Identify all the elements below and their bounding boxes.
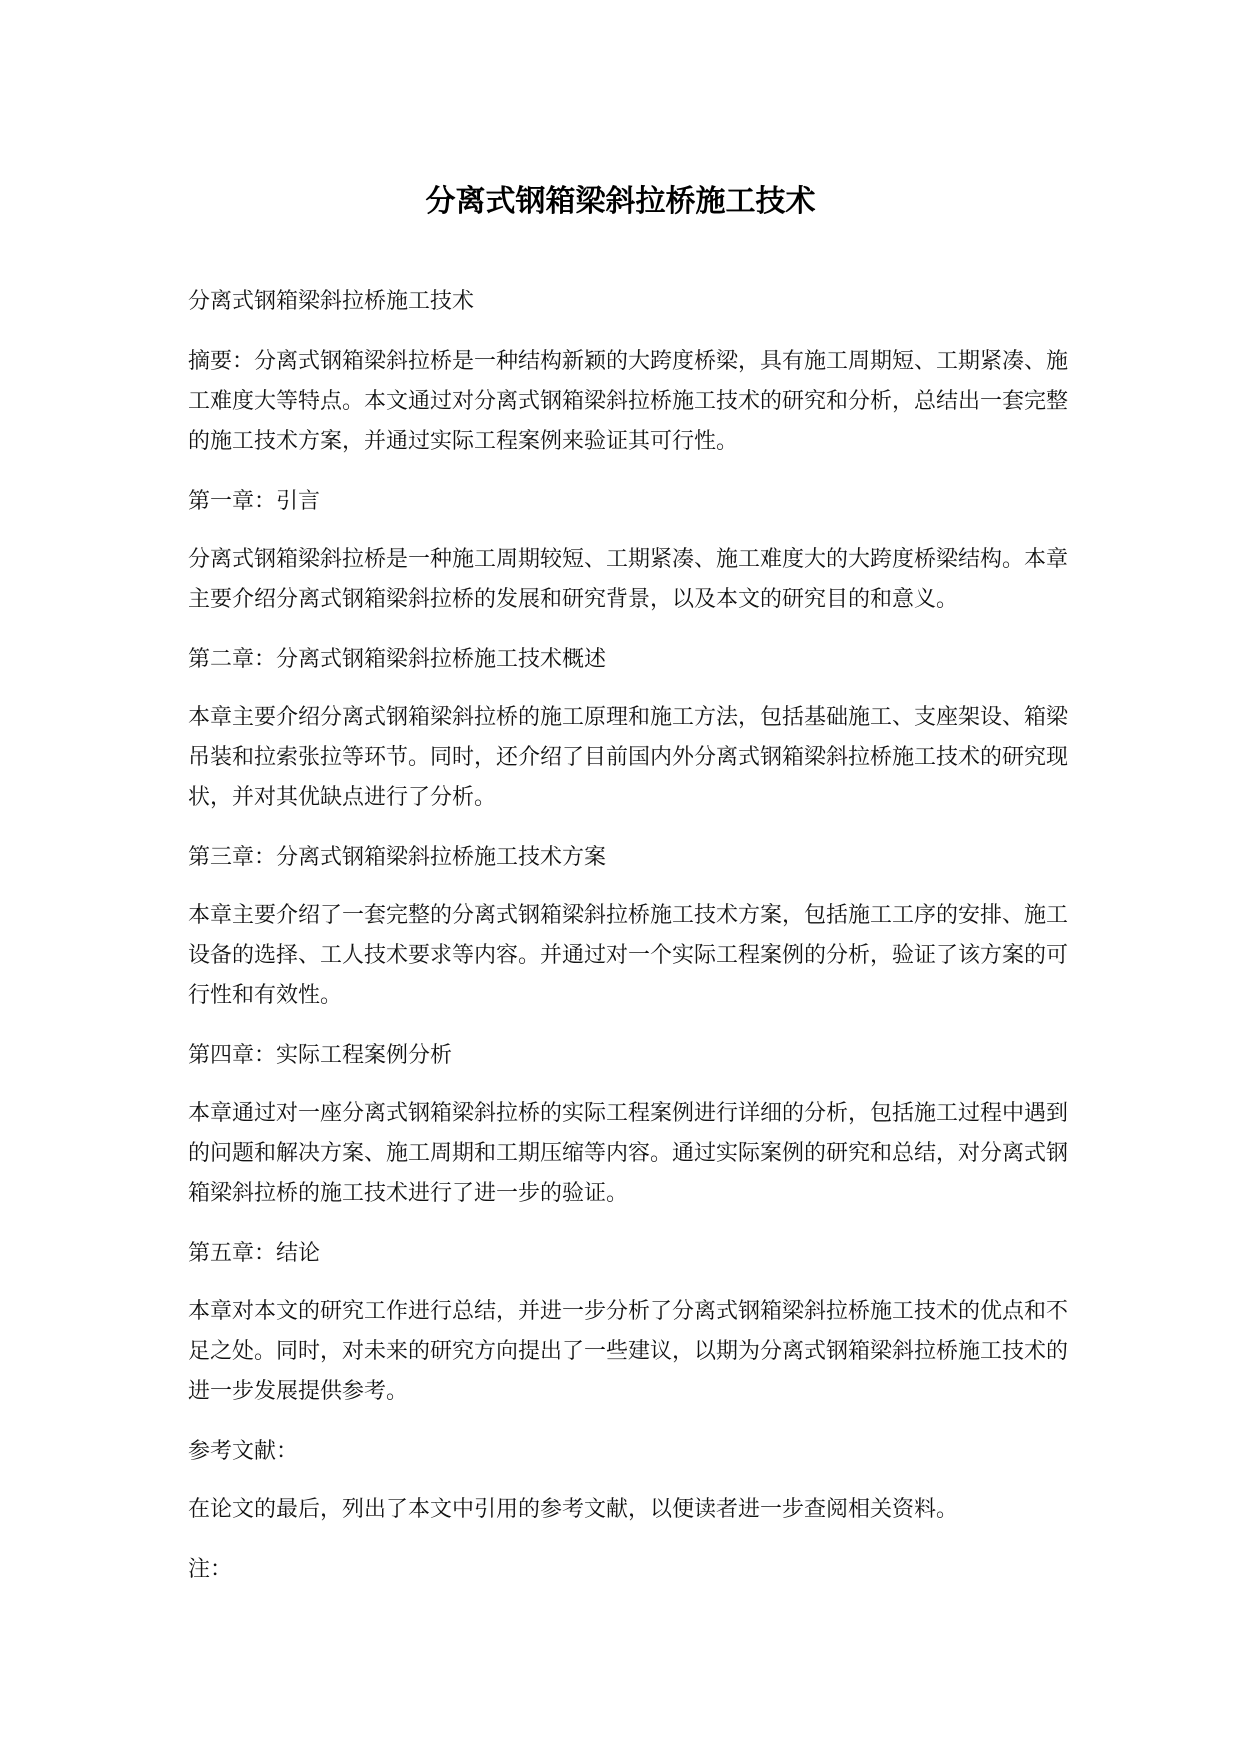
- chapter-4-body: 本章通过对一座分离式钢箱梁斜拉桥的实际工程案例进行详细的分析，包括施工过程中遇到的问题和解决方案、施工周期和工期压缩等内容。通过实际案例的研究和总结，对分离式钢箱梁斜拉桥的施工技术进行了进一步的验证。: [188, 1101, 1069, 1206]
- chapter-1-body: 分离式钢箱梁斜拉桥是一种施工周期较短、工期紧凑、施工难度大的大跨度桥梁结构。本章主要介绍分离式钢箱梁斜拉桥的发展和研究背景，以及本文的研究目的和意义。: [188, 547, 1069, 612]
- document-title: 分离式钢箱梁斜拉桥施工技术: [425, 184, 816, 219]
- chapter-5-body: 本章对本文的研究工作进行总结，并进一步分析了分离式钢箱梁斜拉桥施工技术的优点和不足之处。同时，对未来的研究方向提出了一些建议，以期为分离式钢箱梁斜拉桥施工技术的进一步发展提供参考。: [188, 1299, 1069, 1404]
- chapter-4-heading: 第四章：实际工程案例分析: [188, 1043, 453, 1068]
- chapter-1-heading: 第一章：引言: [188, 489, 321, 514]
- chapter-5-heading: 第五章：结论: [188, 1241, 321, 1266]
- document-body: [188, 282, 1068, 1610]
- chapter-3-heading: 第三章：分离式钢箱梁斜拉桥施工技术方案: [188, 845, 607, 870]
- document-subtitle: 分离式钢箱梁斜拉桥施工技术: [188, 289, 475, 314]
- references-body: 在论文的最后，列出了本文中引用的参考文献，以便读者进一步查阅相关资料。: [188, 1497, 959, 1522]
- note-label: 注：: [188, 1557, 233, 1582]
- abstract-paragraph: 摘要：分离式钢箱梁斜拉桥是一种结构新颖的大跨度桥梁，具有施工周期短、工期紧凑、施工难度大等特点。本文通过对分离式钢箱梁斜拉桥施工技术的研究和分析，总结出一套完整的施工技术方案，并通过实际工程案例来验证其可行性。: [188, 349, 1069, 454]
- chapter-2-body: 本章主要介绍分离式钢箱梁斜拉桥的施工原理和施工方法，包括基础施工、支座架设、箱梁吊装和拉索张拉等环节。同时，还介绍了目前国内外分离式钢箱梁斜拉桥施工技术的研究现状，并对其优缺点进行了分析。: [188, 705, 1069, 810]
- chapter-3-body: 本章主要介绍了一套完整的分离式钢箱梁斜拉桥施工技术方案，包括施工工序的安排、施工设备的选择、工人技术要求等内容。并通过对一个实际工程案例的分析，验证了该方案的可行性和有效性。: [188, 903, 1069, 1008]
- references-heading: 参考文献：: [188, 1439, 299, 1464]
- chapter-2-heading: 第二章：分离式钢箱梁斜拉桥施工技术概述: [188, 647, 607, 672]
